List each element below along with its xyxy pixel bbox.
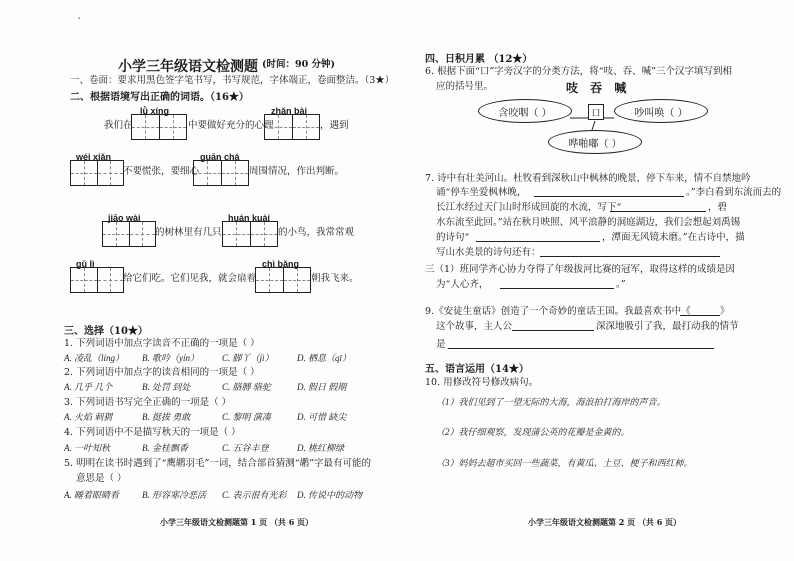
text-line-2a: 不要慌张，要细心: [123, 166, 200, 177]
section-4-heading: 四、日积月累 （12★）: [425, 54, 533, 65]
question-6-cont: 应的括号里。: [436, 81, 494, 92]
radical-connectors: [570, 112, 620, 132]
q5-option-c[interactable]: C. 表示很有光彩: [222, 490, 287, 500]
question-9-c: 这个故事，主人公: [436, 321, 513, 332]
question-7-f: 水东流至此回。”站在秋月映照、风平浪静的洞庭湖边，我们会想起刘禹锡: [436, 217, 741, 228]
exam-title: 小学三年级语文检测题: [118, 59, 258, 75]
answer-grid-4[interactable]: [193, 160, 249, 186]
left-footer: 小学三年级语文检测题第 1 页 （共 6 页）: [160, 517, 314, 527]
text-line-3b: 的小鸟，我常常观: [278, 227, 355, 238]
section-2-heading: 二、根据语境写出正确的词语。（16★）: [70, 92, 249, 103]
section-3-heading: 三、选择（10★）: [64, 326, 148, 337]
pinyin-5: jiāo wài: [108, 213, 141, 223]
pinyin-7: gǔ lì: [76, 259, 95, 269]
question-7-e: ，碧: [708, 202, 728, 213]
blank-7-3[interactable]: [476, 241, 600, 242]
answer-grid-6[interactable]: [222, 221, 278, 247]
q5-option-b[interactable]: B. 形容寒冷恶活: [142, 490, 206, 500]
blank-9-2[interactable]: [512, 330, 594, 331]
oval-group-1[interactable]: 含咬咽（ ）: [478, 99, 572, 123]
question-3: 3. 下列词语书写完全正确的一项是（ ）: [64, 397, 232, 408]
question-8-c: 。”: [616, 279, 626, 290]
question-5: 5. 明明在读书时遇到了“鹰鹕羽毛”一词，结合部首猜测“鹕”字最有可能的: [64, 458, 372, 469]
blank-7-2[interactable]: [610, 211, 706, 212]
q4-option-a[interactable]: A. 一叶知秋: [64, 443, 110, 453]
pinyin-6: huán kuài: [228, 213, 271, 223]
blank-9-3[interactable]: [448, 348, 714, 349]
blank-9-1[interactable]: [680, 315, 720, 316]
question-6: 6. 根据下面“口”字旁汉字的分类方法，将“吱、吞、喊”三个汉字填写到相: [425, 66, 733, 77]
q1-option-b[interactable]: B. 歌吟（yín）: [142, 353, 199, 363]
section-1: 一、卷面：要求用黑色签字笔书写，书写规范，字体端正，卷面整洁。（3★）: [70, 75, 395, 86]
sentence-2[interactable]: （2）我仔细观察，发现蒲公英的花瓣是金黄的。: [436, 427, 630, 437]
blank-7-4[interactable]: [540, 256, 720, 257]
question-9: 9.《安徒生童话》创造了一个奇妙的童话王国。我最喜欢书中《: [425, 306, 691, 317]
q3-option-c[interactable]: C. 黎明 演凑: [222, 412, 271, 422]
question-7-c: 。”李白看到东流而去的: [686, 187, 782, 198]
q2-option-d[interactable]: D. 假日 假期: [297, 382, 347, 392]
q1-option-a[interactable]: A. 凌乱（líng）: [64, 353, 124, 363]
question-8: 三（1）班同学齐心协力夺得了年级拔河比赛的冠军，取得这样的成绩是因: [425, 264, 736, 275]
answer-grid-1[interactable]: [131, 114, 187, 140]
q4-option-c[interactable]: C. 五谷丰登: [222, 443, 269, 453]
q1-option-d[interactable]: D. 栖息（qī）: [297, 353, 352, 363]
q3-option-b[interactable]: B. 挺拔 勇敢: [142, 412, 191, 422]
pinyin-8: chì bǎng: [262, 259, 300, 269]
sentence-3[interactable]: （3）妈妈去超市买回一些蔬菜，有黄瓜、土豆、梗子和西红柿。: [436, 458, 693, 468]
q3-option-d[interactable]: D. 可惜 缺尖: [297, 412, 347, 422]
answer-grid-2[interactable]: [264, 114, 320, 140]
blank-8[interactable]: [500, 288, 614, 289]
question-7-i: 写山水美景的诗句还有：: [436, 247, 541, 258]
pinyin-4: guān chá: [200, 152, 240, 162]
question-7-g: 的诗句“: [436, 232, 470, 243]
question-10: 10. 用修改符号修改病句。: [425, 377, 539, 388]
oval-group-3[interactable]: 哗啪嘟（ ）: [548, 130, 642, 154]
question-4: 4. 下列词语中不是描写秋天的一项是（ ）: [64, 427, 241, 438]
text-line-1a: 我们在: [104, 120, 133, 131]
pinyin-1: lǜ xíng: [140, 106, 169, 116]
q2-option-c[interactable]: C. 胳膊 骆驼: [222, 382, 271, 392]
question-7-d: 长江水经过天门山时形成回旋的水流，写下“: [436, 202, 622, 213]
question-9-b: 》: [720, 306, 730, 317]
question-7-h: ，潭面无风镜未磨。”在古诗中，描: [602, 232, 745, 243]
q5-option-d[interactable]: D. 传说中的动物: [297, 490, 362, 500]
question-5-cont: 意思是（ ）: [76, 473, 127, 484]
blank-7-1[interactable]: [534, 196, 684, 197]
q4-option-d[interactable]: D. 桃红柳绿: [297, 443, 344, 453]
oval-group-2[interactable]: 吵叫唤（ ）: [614, 99, 708, 123]
answer-grid-7[interactable]: [70, 267, 124, 293]
answer-grid-3[interactable]: [70, 160, 124, 186]
q5-option-a[interactable]: A. 睡着眼睛看: [64, 490, 119, 500]
question-9-d: 深深地吸引了我，最打动我的情节: [596, 321, 739, 332]
question-7-b: 诵“停车坐爱枫林晚，: [436, 187, 527, 198]
question-8-b: 为“人心齐，: [436, 279, 489, 290]
question-2: 2. 下列词语中加点字的读音相同的一项是（ ）: [64, 367, 260, 378]
answer-grid-5[interactable]: [102, 221, 156, 247]
text-line-4a: 给它们吃。它们见我，就会扇着: [123, 273, 257, 284]
q4-option-b[interactable]: B. 金桂飘香: [142, 443, 188, 453]
exam-time: (时间：90 分钟): [262, 59, 336, 70]
text-line-3a: 的树林里有几只: [155, 227, 222, 238]
question-7: 7. 诗中有壮美河山。杜牧看到深秋山中枫林的晚景，停下车来，情不自禁地吟: [425, 173, 751, 184]
pinyin-3: wéi xiǎn: [76, 152, 112, 162]
right-footer: 小学三年级语文检测题第 2 页 （共 6 页）: [528, 517, 682, 527]
pinyin-2: zhǎn bài: [271, 106, 308, 116]
text-line-2b: 周围情况，作出判断。: [249, 166, 345, 177]
question-1: 1. 下列词语中加点字读音不正确的一项是（ ）: [64, 338, 260, 349]
sentence-1[interactable]: （1）我们见到了一望无际的大海，海浪拍打海岸的声音。: [436, 397, 666, 407]
q2-option-b[interactable]: B. 处罚 到处: [142, 382, 191, 392]
q3-option-a[interactable]: A. 火焰 刺猬: [64, 412, 113, 422]
answer-grid-8[interactable]: [255, 267, 311, 293]
chars-to-classify: 吱 吞 喊: [566, 81, 631, 95]
text-line-1b: 中要做好充分的心理: [188, 120, 274, 131]
section-5-heading: 五、语言运用（14★）: [425, 364, 529, 375]
question-9-e: 是: [436, 339, 446, 350]
center-radical: 口: [588, 104, 604, 120]
q1-option-c[interactable]: C. 脚丫（jì）: [222, 353, 274, 363]
q2-option-a[interactable]: A. 几乎 几个: [64, 382, 113, 392]
corner-mark: ': [78, 16, 81, 25]
text-line-1c: ，遇到: [320, 120, 349, 131]
text-line-4b: 朝我飞来。: [311, 273, 359, 284]
